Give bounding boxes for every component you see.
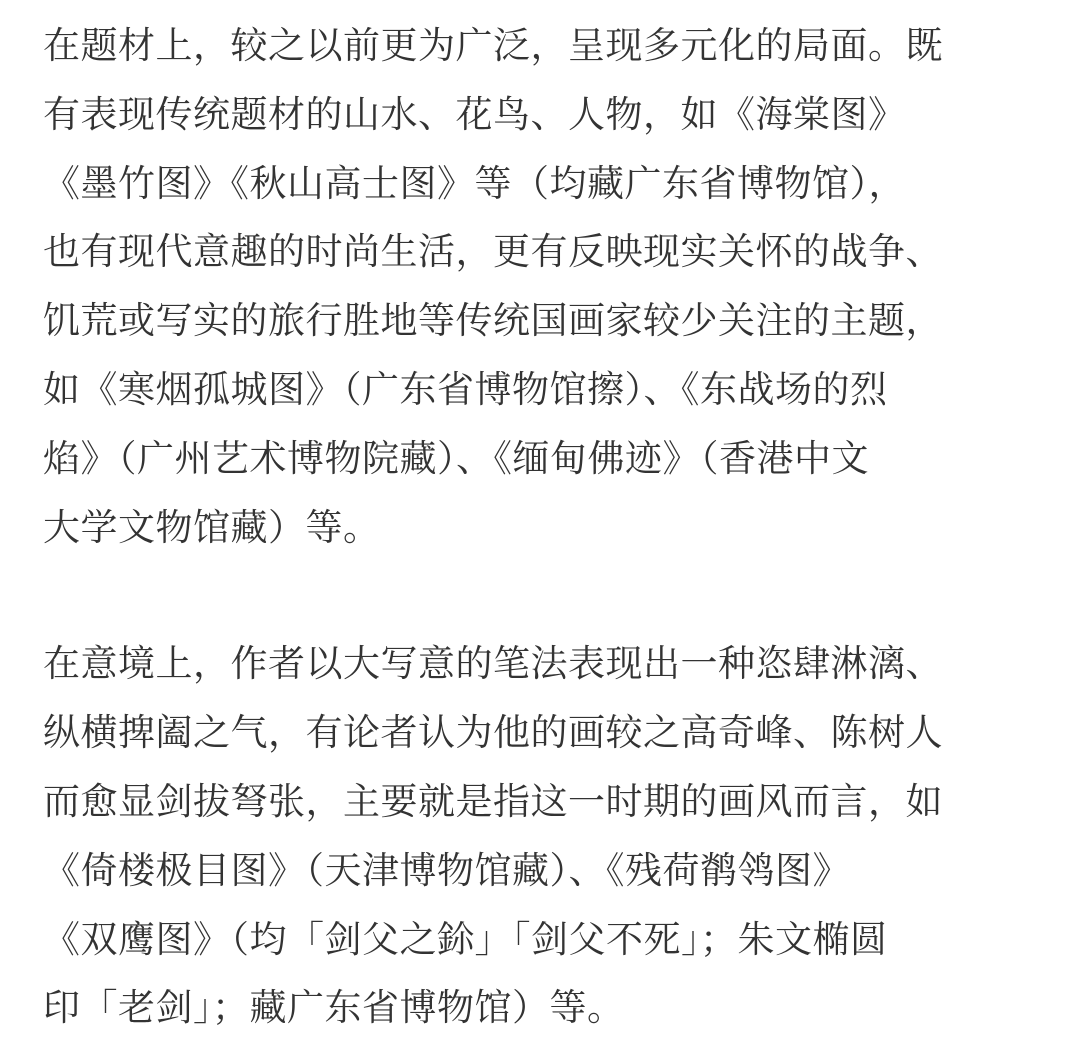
paragraph-line: 《倚楼极目图》（天津博物馆藏）、《残荷鹡鸰图》 (43, 848, 850, 892)
paragraph-line: 印「老剑」；藏广东省博物馆）等。 (43, 986, 625, 1030)
paragraph-line: 而愈显剑拔弩张，主要就是指这一时期的画风而言，如 (43, 779, 943, 823)
paragraph-spacer (43, 562, 1043, 630)
paragraph-line: 大学文物馆藏）等。 (43, 505, 381, 549)
paragraph-line: 纵横捭阖之气，有论者认为他的画较之高奇峰、陈树人 (43, 711, 943, 755)
paragraph-line: 如《寒烟孤城图》（广东省博物馆擦）、《东战场的烈 (43, 367, 888, 411)
paragraph-line: 饥荒或写实的旅行胜地等传统国画家较少关注的主题， (43, 299, 943, 343)
paragraph-line: 在意境上，作者以大写意的笔法表现出一种恣肆淋漓、 (43, 642, 943, 686)
paragraph-line: 也有现代意趣的时尚生活，更有反映现实关怀的战争、 (43, 230, 943, 274)
paragraph-artistic-conception (43, 630, 1043, 1043)
paragraph-line: 焰》（广州艺术博物院藏）、《缅甸佛迹》（香港中文 (43, 436, 869, 480)
paragraph-line: 在题材上，较之以前更为广泛，呈现多元化的局面。既 (43, 24, 943, 67)
paragraph-line: 有表现传统题材的山水、花鸟、人物，如《海棠图》 (43, 92, 906, 136)
article-body (43, 12, 1043, 1043)
paragraph-line: 《双鹰图》（均「剑父之鉩」「剑父不死」；朱文椭圆 (43, 917, 888, 961)
paragraph-line: 《墨竹图》《秋山高士图》等（均藏广东省博物馆）， (43, 161, 906, 205)
paragraph-subject-matter (43, 12, 1043, 562)
